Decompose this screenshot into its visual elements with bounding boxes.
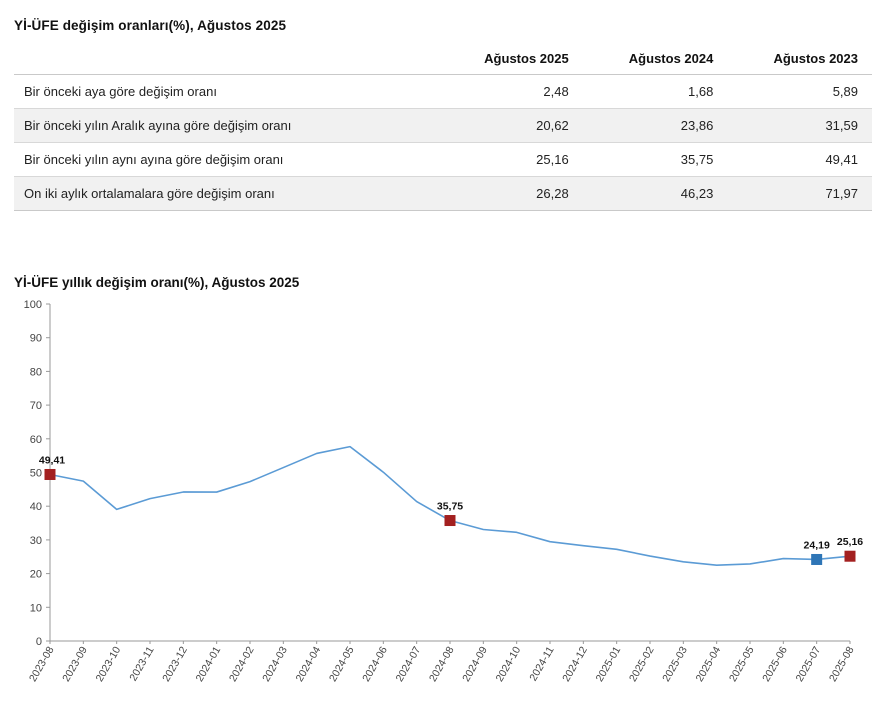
data-point-marker — [445, 515, 456, 526]
table-row — [14, 109, 872, 143]
table-row-label: On iki aylık ortalamalara göre değişim oranı — [14, 177, 438, 211]
y-tick-label: 20 — [29, 568, 42, 581]
table-row-label: Bir önceki yılın aynı ayına göre değişim oranı — [14, 143, 438, 177]
table-cell-value: 35,75 — [583, 143, 728, 177]
table-cell-value: 20,62 — [438, 109, 583, 143]
table-cell-value: 31,59 — [727, 109, 872, 143]
x-tick-label: 2024-04 — [293, 644, 324, 684]
y-tick-label: 30 — [29, 534, 42, 547]
data-point-label: 35,75 — [436, 500, 464, 513]
y-tick-label: 70 — [29, 400, 42, 413]
x-tick-label: 2025-02 — [626, 644, 657, 684]
x-tick-label: 2024-09 — [460, 644, 490, 684]
table-row-label: Bir önceki yılın Aralık ayına göre değişim oranı — [14, 109, 438, 143]
chart-title: Yİ-ÜFE yıllık değişim oranı(%), Ağustos 2025 — [14, 275, 300, 290]
y-tick-label: 80 — [29, 366, 42, 379]
table-cell-value: 5,89 — [727, 75, 872, 109]
y-tick-label: 50 — [29, 467, 42, 480]
table-cell-value: 23,86 — [583, 109, 728, 143]
x-tick-label: 2025-03 — [660, 644, 690, 684]
table-cell-value: 46,23 — [583, 177, 728, 211]
x-tick-label: 2023-11 — [127, 644, 157, 684]
x-tick-label: 2024-02 — [226, 644, 257, 684]
data-point-marker — [45, 469, 56, 480]
x-tick-label: 2023-08 — [26, 644, 57, 684]
x-tick-label: 2025-06 — [760, 644, 790, 684]
x-tick-label: 2025-07 — [793, 644, 824, 684]
table-cell-value: 25,16 — [438, 143, 583, 177]
x-tick-label: 2023-12 — [160, 644, 190, 684]
y-tick-label: 90 — [29, 332, 42, 345]
x-tick-label: 2024-03 — [260, 644, 290, 684]
table-row — [14, 75, 872, 109]
x-tick-label: 2024-10 — [493, 644, 524, 684]
x-tick-label: 2024-12 — [560, 644, 590, 684]
table-cell-value: 1,68 — [583, 75, 728, 109]
table-cell-value: 49,41 — [727, 143, 872, 177]
data-point-label: 24,19 — [803, 539, 830, 552]
x-tick-label: 2025-01 — [593, 644, 624, 684]
table-cell-value: 2,48 — [438, 75, 583, 109]
y-tick-label: 10 — [29, 602, 42, 615]
x-tick-label: 2024-08 — [426, 644, 457, 684]
table-header — [14, 43, 872, 75]
rates-table — [14, 43, 872, 211]
data-point-marker — [845, 551, 856, 562]
y-tick-label: 100 — [23, 299, 42, 311]
table-body — [14, 75, 872, 211]
table-header-col-1: Ağustos 2025 — [438, 43, 583, 75]
table-row — [14, 143, 872, 177]
table-header-row — [14, 43, 872, 75]
x-tick-label: 2024-01 — [193, 644, 224, 684]
x-tick-label: 2025-08 — [826, 644, 857, 684]
table-cell-value: 71,97 — [727, 177, 872, 211]
x-tick-label: 2024-11 — [527, 644, 557, 684]
table-header-col-2: Ağustos 2024 — [583, 43, 728, 75]
x-tick-label: 2025-05 — [726, 644, 757, 684]
line-chart-svg — [14, 296, 872, 701]
x-tick-label: 2024-07 — [393, 644, 424, 684]
table-title: Yİ-ÜFE değişim oranları(%), Ağustos 2025 — [14, 18, 287, 33]
table-row-label: Bir önceki aya göre değişim oranı — [14, 75, 438, 109]
data-point-marker — [811, 554, 822, 565]
table-row — [14, 177, 872, 211]
x-tick-label: 2025-04 — [693, 644, 724, 684]
table-cell-value: 26,28 — [438, 177, 583, 211]
data-point-label: 49,41 — [38, 454, 66, 467]
x-tick-label: 2024-05 — [326, 644, 357, 684]
table-header-corner — [14, 43, 438, 75]
chart-plot-area — [14, 296, 872, 701]
x-tick-label: 2024-06 — [360, 644, 390, 684]
data-point-label: 25,16 — [836, 536, 864, 549]
y-tick-label: 40 — [29, 501, 42, 514]
rates-table-section — [14, 18, 872, 211]
x-tick-label: 2023-10 — [93, 644, 124, 684]
y-tick-label: 0 — [35, 636, 42, 648]
annual-rate-chart-section — [14, 275, 872, 715]
y-tick-label: 60 — [29, 433, 42, 446]
x-tick-label: 2023-09 — [60, 644, 90, 684]
table-header-col-3: Ağustos 2023 — [727, 43, 872, 75]
